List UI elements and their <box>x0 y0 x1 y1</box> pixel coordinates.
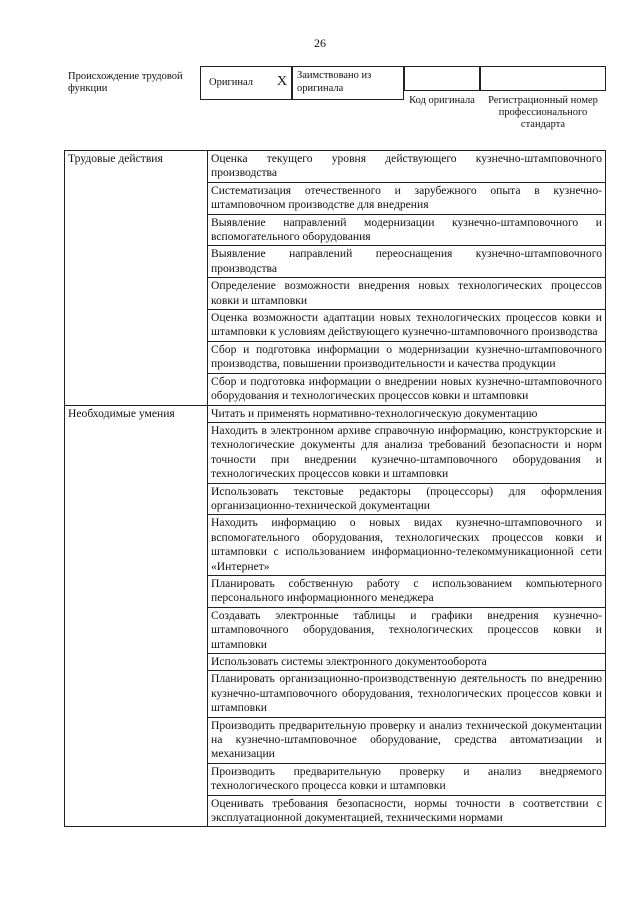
section-item: Планировать организационно-производственную деятельность по внедрению кузнечно-штамповочного оборудования, технологических процессов ковки и штамповки <box>208 671 606 717</box>
reg-number-label: Регистрационный номер профессионального стандарта <box>488 95 598 130</box>
section-title: Трудовые действия <box>65 151 208 406</box>
section-item: Систематизация отечественного и зарубежного опыта в кузнечно-штамповочном производстве для внедрения <box>208 182 606 214</box>
section-item: Использовать системы электронного документооборота <box>208 654 606 671</box>
section-item: Определение возможности внедрения новых технологических процессов ковки и штамповки <box>208 278 606 310</box>
section-item: Создавать электронные таблицы и графики внедрения кузнечно-штамповочного оборудования, технологических процессов ковки и штамповки <box>208 607 606 653</box>
section-item: Читать и применять нормативно-технологическую документацию <box>208 405 606 422</box>
section-item: Планировать собственную работу с использованием компьютерного персонального информационного менеджера <box>208 575 606 607</box>
section-item: Находить в электронном архиве справочную информацию, конструкторские и технологические документы для анализа требований безопасности и норм точности при внедрении кузнечно-штамповочного оборудования и технологических процессов ковки и штамповки <box>208 422 606 483</box>
section-item: Выявление направлений переоснащения кузнечно-штамповочного производства <box>208 246 606 278</box>
section-item: Сбор и подготовка информации о внедрении новых кузнечно-штамповочного оборудования и технологических процессов ковки и штамповки <box>208 373 606 405</box>
section-item: Производить предварительную проверку и анализ внедряемого технологического процесса ковки и штамповки <box>208 763 606 795</box>
section-item: Оценка возможности адаптации новых технологических процессов ковки и штамповки к условиям действующего кузнечно-штамповочного производства <box>208 310 606 342</box>
code-cell <box>404 66 480 91</box>
table-row <box>65 151 606 183</box>
section-title: Необходимые умения <box>65 405 208 827</box>
section-item: Сбор и подготовка информации о модернизации кузнечно-штамповочного производства, повышении производительности и качества продукции <box>208 341 606 373</box>
section-item: Использовать текстовые редакторы (процессоры) для оформления организационно-технической документации <box>208 483 606 515</box>
section-item: Оценка текущего уровня действующего кузнечно-штамповочного производства <box>208 151 606 183</box>
original-label: Оригинал <box>209 77 253 88</box>
page-number: 26 <box>314 36 326 50</box>
borrowed-label: Заимствовано из оригинала <box>297 70 372 94</box>
reg-number-cell <box>480 66 606 91</box>
section-item: Выявление направлений модернизации кузнечно-штамповочного и вспомогательного оборудования <box>208 214 606 246</box>
section-item: Производить предварительную проверку и анализ технической документации на кузнечно-штамповочное оборудование, средства автоматизации и механизации <box>208 717 606 763</box>
code-label: Код оригинала <box>409 95 475 106</box>
section-item: Находить информацию о новых видах кузнечно-штамповочного и вспомогательного оборудования, технологических процессов ковки и штамповки с использованием информационно-телекоммуникационной сети «Интернет» <box>208 515 606 576</box>
borrowed-cell <box>292 66 404 100</box>
section-item: Оценивать требования безопасности, нормы точности в соответствии с эксплуатационной документацией, техническими нормами <box>208 795 606 827</box>
table-row <box>65 405 606 422</box>
origin-label: Происхождение трудовой функции <box>68 71 183 94</box>
functions-table <box>64 150 606 827</box>
original-mark: Х <box>277 74 288 89</box>
original-cell <box>200 66 292 100</box>
